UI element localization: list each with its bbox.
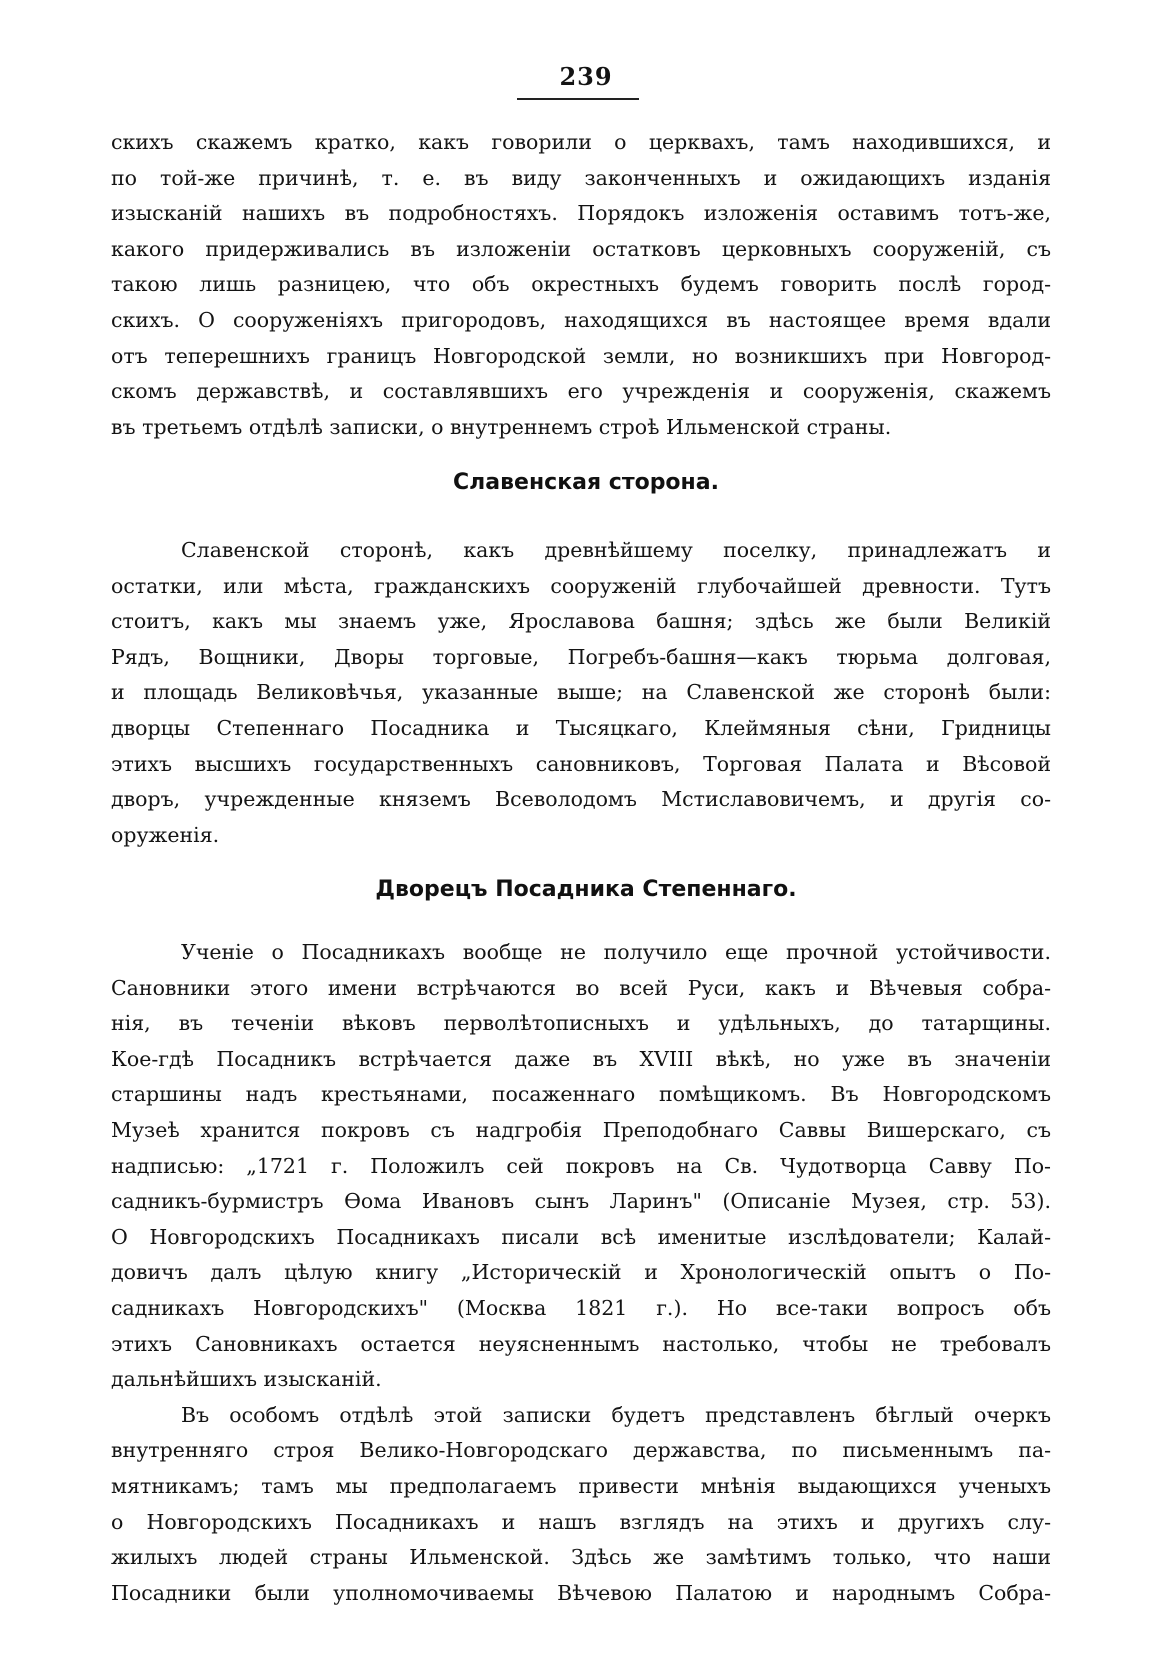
text-line: Посадники были уполномочиваемы Вѣчевою Палатою и народнымъ Собра- bbox=[111, 1580, 1051, 1605]
intro-paragraph bbox=[111, 125, 1051, 445]
text-line: въ третьемъ отдѣлѣ записки, о внутреннемъ строѣ Ильменской страны. bbox=[111, 414, 892, 439]
text-line: дворцы Степеннаго Посадника и Тысяцкаго, Клеймяныя сѣни, Гридницы bbox=[111, 715, 1051, 740]
text-line: Сановники этого имени встрѣчаются во всей Руси, какъ и Вѣчевыя собра- bbox=[111, 975, 1051, 1000]
text-line: нія, въ теченіи вѣковъ перволѣтописныхъ и удѣльныхъ, до татарщины. bbox=[111, 1011, 1051, 1036]
text-line: дальнѣйшихъ изысканій. bbox=[111, 1367, 382, 1392]
text-line: этихъ высшихъ государственныхъ сановниковъ, Торговая Палата и Вѣсовой bbox=[111, 751, 1051, 776]
text-line: отъ теперешнихъ границъ Новгородской земли, но возникшихъ при Новгород- bbox=[111, 343, 1051, 368]
text-line: мятникамъ; тамъ мы предполагаемъ привести мнѣнія выдающихся ученыхъ bbox=[111, 1473, 1051, 1498]
text-line: дворъ, учрежденные княземъ Всеволодомъ Мстиславовичемъ, и другія со- bbox=[111, 787, 1051, 812]
dvorets-paragraphs bbox=[111, 935, 1051, 1611]
text-line: стоитъ, какъ мы знаемъ уже, Ярославова башня; здѣсь же были Великій bbox=[111, 609, 1051, 634]
slavenskaya-paragraph bbox=[111, 533, 1051, 853]
text-line: остатки, или мѣста, гражданскихъ сооруженій глубочайшей древности. Тутъ bbox=[111, 573, 1051, 598]
text-line: этихъ Сановникахъ остается неуясненнымъ настолько, чтобы не требовалъ bbox=[111, 1331, 1051, 1356]
text-line: старшины надъ крестьянами, посаженнаго помѣщикомъ. Въ Новгородскомъ bbox=[111, 1082, 1051, 1107]
text-line: надписью: „1721 г. Положилъ сей покровъ на Св. Чудотворца Савву По- bbox=[111, 1153, 1051, 1178]
text-line: садникахъ Новгородскихъ" (Москва 1821 г.). Но все-таки вопросъ объ bbox=[111, 1295, 1051, 1320]
text-line: оруженія. bbox=[111, 822, 220, 847]
section-heading-slavenskaya: Славенская сторона. bbox=[453, 470, 719, 495]
text-line: Музеѣ хранится покровъ съ надгробія Преподобнаго Саввы Вишерскаго, съ bbox=[111, 1117, 1051, 1142]
text-line: Ученіе о Посадникахъ вообще не получило еще прочной устойчивости. bbox=[181, 940, 1051, 964]
page-number: 239 bbox=[559, 62, 613, 91]
text-line: Славенской сторонѣ, какъ древнѣйшему поселку, принадлежатъ и bbox=[181, 538, 1051, 562]
text-line: такою лишь разницею, что объ окрестныхъ будемъ говорить послѣ город- bbox=[111, 272, 1051, 297]
text-line: о Новгородскихъ Посадникахъ и нашъ взглядъ на этихъ и другихъ слу- bbox=[111, 1509, 1051, 1534]
text-line: изысканій нашихъ въ подробностяхъ. Порядокъ изложенія оставимъ тотъ-же, bbox=[111, 201, 1051, 226]
page-number-rule bbox=[517, 98, 639, 100]
text-line: Рядъ, Вощники, Дворы торговые, Погребъ-башня—какъ тюрьма долговая, bbox=[111, 644, 1051, 669]
text-line: какого придерживались въ изложеніи остатковъ церковныхъ сооруженій, съ bbox=[111, 236, 1051, 261]
text-line: довичъ далъ цѣлую книгу „Историческій и Хронологическій опытъ о По- bbox=[111, 1260, 1051, 1285]
text-line: скомъ державствѣ, и составлявшихъ его учрежденія и сооруженія, скажемъ bbox=[111, 379, 1051, 404]
text-line: садникъ-бурмистръ Ѳома Ивановъ сынъ Ларинъ" (Описаніе Музея, стр. 53). bbox=[111, 1189, 1051, 1214]
text-line: Кое-гдѣ Посадникъ встрѣчается даже въ XVIII вѣкѣ, но уже въ значеніи bbox=[111, 1046, 1051, 1071]
text-line: жилыхъ людей страны Ильменской. Здѣсь же замѣтимъ только, что наши bbox=[111, 1545, 1051, 1570]
text-line: О Новгородскихъ Посадникахъ писали всѣ именитые изслѣдователи; Калай- bbox=[111, 1224, 1051, 1249]
text-line: по той-же причинѣ, т. е. въ виду законченныхъ и ожидающихъ изданія bbox=[111, 165, 1051, 190]
text-line: скихъ. О сооруженіяхъ пригородовъ, находящихся въ настоящее время вдали bbox=[111, 307, 1051, 332]
text-line: внутренняго строя Велико-Новгородскаго державства, по письменнымъ па- bbox=[111, 1438, 1051, 1463]
text-line: скихъ скажемъ кратко, какъ говорили о церквахъ, тамъ находившихся, и bbox=[111, 130, 1051, 154]
text-line: Въ особомъ отдѣлѣ этой записки будетъ представленъ бѣглый очеркъ bbox=[181, 1402, 1051, 1427]
text-line: и площадь Великовѣчья, указанные выше; на Славенской же сторонѣ были: bbox=[111, 680, 1051, 705]
section-heading-dvorets: Дворецъ Посадника Степеннаго. bbox=[375, 877, 797, 902]
